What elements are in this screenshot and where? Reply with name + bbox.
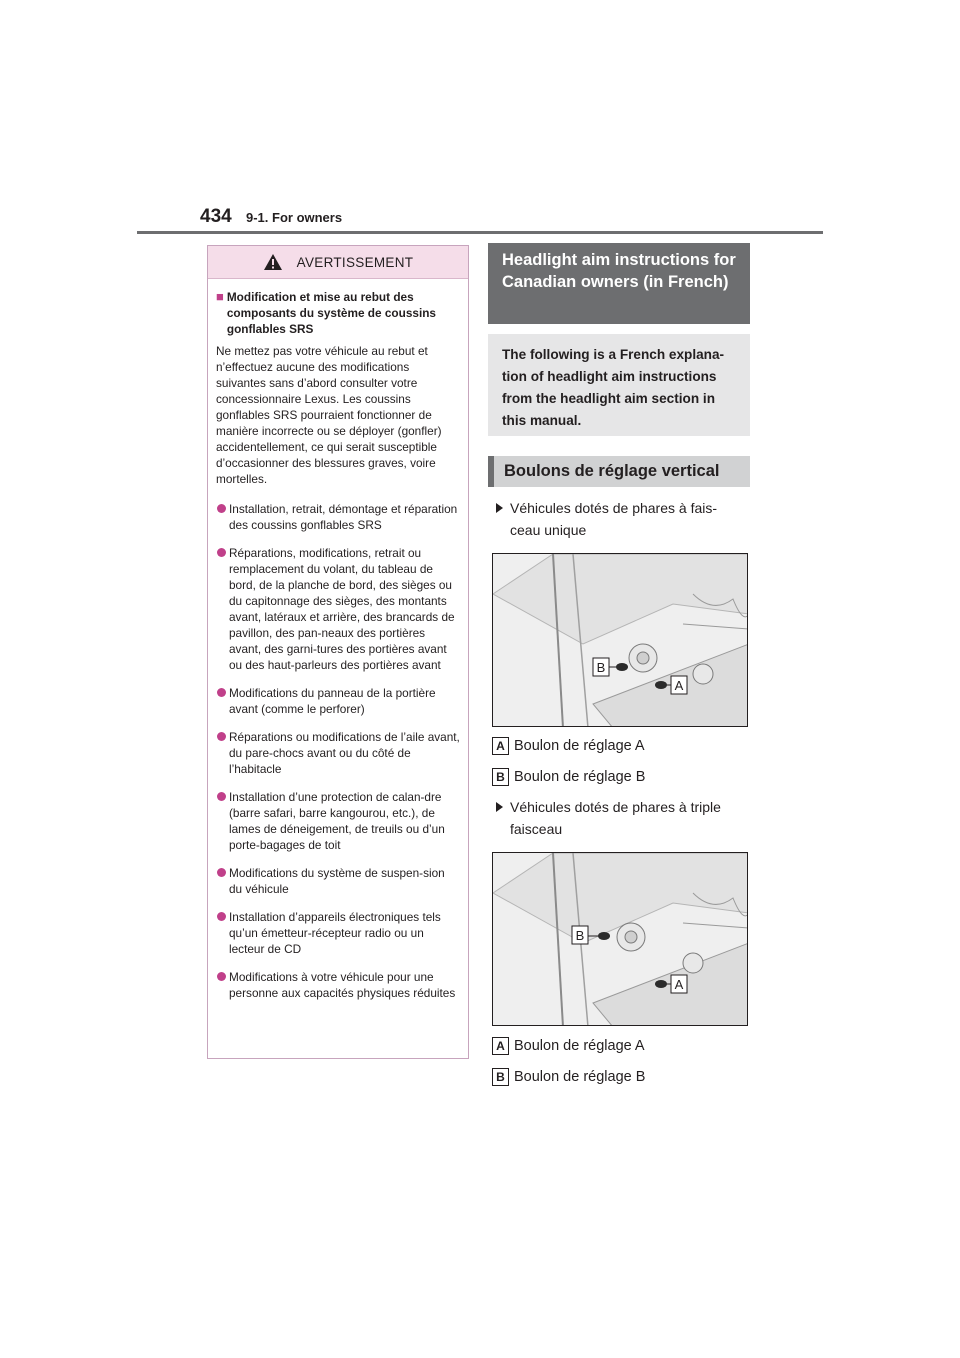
caption-b xyxy=(492,1068,645,1086)
subheading xyxy=(488,456,750,487)
list-item-text: Modifications du panneau de la portière avant (comme le perforer) xyxy=(229,686,436,716)
list-item-text: Réparations ou modifications de l’aile avant, du pare-chocs avant ou du côté de l’habitacle xyxy=(229,730,460,776)
bullet-dot-icon xyxy=(217,972,226,981)
square-bullet-icon: ■ xyxy=(216,289,224,304)
section-title: 9-1. For owners xyxy=(246,210,343,225)
caption-label: A xyxy=(492,1037,509,1055)
page-number: 434 xyxy=(200,206,232,227)
triple-beam-title xyxy=(494,796,744,840)
caption-b xyxy=(492,768,645,786)
caption-text: Boulon de réglage B xyxy=(514,1069,646,1085)
warning-header xyxy=(208,246,468,279)
list-item-text: Modifications du système de suspen-sion du véhicule xyxy=(229,866,445,896)
header-rule xyxy=(137,231,823,234)
warning-box xyxy=(207,245,469,1059)
warning-paragraph: Ne mettez pas votre véhicule au rebut et n’effectuez aucune des modifications suivantes sans d’abord consulter votre concessionnaire Lexus. Les coussins gonflables SRS pourraient fonctionner de manière incorrecte ou se déployer (gonfler) accidentellement, ce qui serait susceptible d’occasionner des blessures graves, voire mortelles. xyxy=(216,344,442,486)
caption-text: Boulon de réglage A xyxy=(514,738,645,754)
list-item-text: Installation d’une protection de calan-dre (barre safari, barre kangourou, etc.), de lames de déneigement, de treuils ou d’un porte-bagages de toit xyxy=(229,790,445,852)
fig-label-b: B xyxy=(575,928,585,943)
engine-bay-illustration xyxy=(493,554,748,727)
list-item xyxy=(216,729,460,777)
headlight-heading: Headlight aim instructions for Canadian owners (in French) xyxy=(488,243,750,324)
caption-a xyxy=(492,737,645,755)
warning-triangle-icon xyxy=(263,253,283,271)
triple-beam-illustration xyxy=(492,852,748,1026)
caption-a xyxy=(492,1037,645,1055)
list-item-text: Modifications à votre véhicule pour une personne aux capacités physiques réduites xyxy=(229,970,456,1000)
triangle-bullet-icon xyxy=(496,802,503,812)
bullet-dot-icon xyxy=(217,504,226,513)
list-item-text: Installation d’appareils électroniques tels qu’un émetteur-récepteur radio ou un lecteur de CD xyxy=(229,910,441,956)
bullet-dot-icon xyxy=(217,732,226,741)
subheading-text: Boulons de réglage vertical xyxy=(504,462,720,480)
single-beam-title xyxy=(494,497,744,541)
caption-text: Boulon de réglage B xyxy=(514,769,646,785)
list-item-text: Réparations, modifications, retrait ou remplacement du volant, du tableau de bord, de la planche de bord, des sièges ou du capitonnage des sièges, des montants avant, latéraux et arrière, des brancards de pavillon, des pan-neaux des portières avant, des garni-tures des portières avant ou des haut-parleurs des portières avant xyxy=(229,546,455,672)
engine-bay-illustration xyxy=(493,853,748,1026)
bullet-dot-icon xyxy=(217,912,226,921)
caption-label: B xyxy=(492,1068,509,1086)
fig-label-a: A xyxy=(674,678,684,693)
fig-label-b: B xyxy=(596,660,606,675)
intro-box: The following is a French explana-tion of headlight aim instructions from the headlight aim section in this manual. xyxy=(488,334,750,436)
list-item xyxy=(216,501,460,533)
bullet-dot-icon xyxy=(217,792,226,801)
bullet-dot-icon xyxy=(217,548,226,557)
caption-text: Boulon de réglage A xyxy=(514,1038,645,1054)
list-item-text: Installation, retrait, démontage et réparation des coussins gonflables SRS xyxy=(229,502,458,532)
bullet-dot-icon xyxy=(217,868,226,877)
single-beam-title-text: Véhicules dotés de phares à fais-ceau unique xyxy=(510,500,718,538)
warning-heading xyxy=(216,289,460,337)
list-item xyxy=(216,909,460,957)
list-item xyxy=(216,545,460,673)
list-item xyxy=(216,969,460,1001)
warning-heading-text: Modification et mise au rebut des composants du système de coussins gonflables SRS xyxy=(226,290,436,336)
single-beam-illustration xyxy=(492,553,748,727)
caption-label: A xyxy=(492,737,509,755)
triple-beam-title-text: Véhicules dotés de phares à triple faisceau xyxy=(510,799,721,837)
subheading-bar xyxy=(488,456,494,487)
triangle-bullet-icon xyxy=(496,503,503,513)
list-item xyxy=(216,865,460,897)
list-item xyxy=(216,685,460,717)
warning-title: AVERTISSEMENT xyxy=(296,254,414,270)
bullet-dot-icon xyxy=(217,688,226,697)
list-item xyxy=(216,789,460,853)
caption-label: B xyxy=(492,768,509,786)
fig-label-a: A xyxy=(674,977,684,992)
